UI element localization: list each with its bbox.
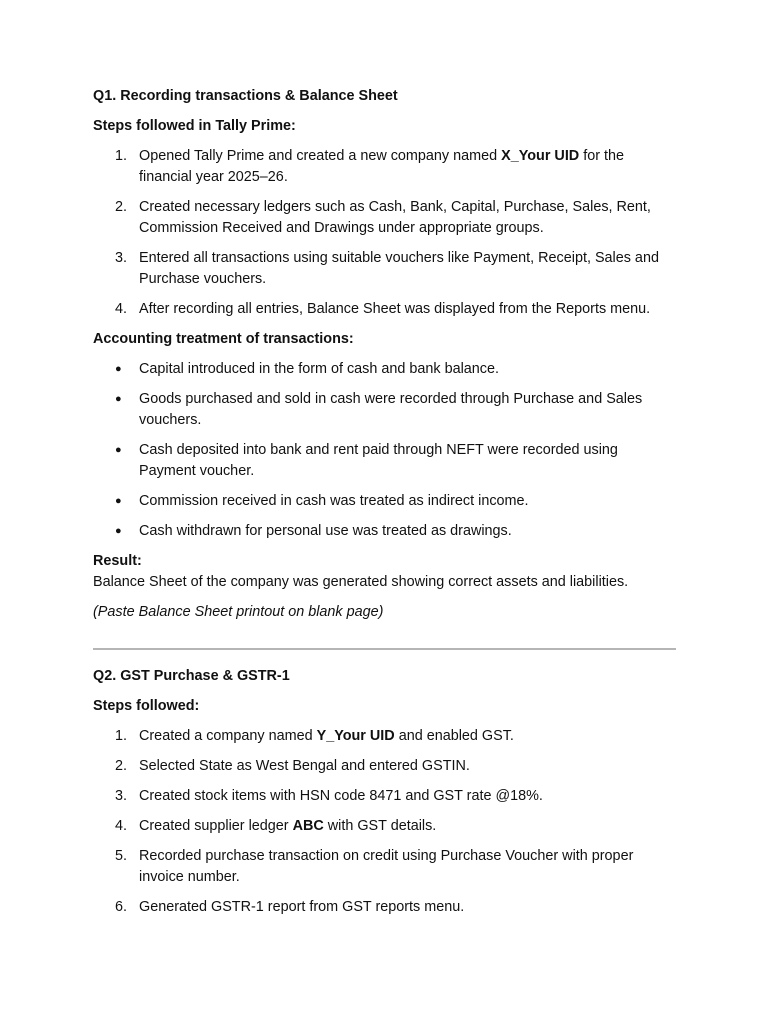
list-item: ● Cash withdrawn for personal use was treated as drawings. [93, 521, 676, 542]
result-label: Result: [93, 553, 142, 569]
bullet-icon: ● [115, 393, 122, 405]
q1-treatment-heading: Accounting treatment of transactions: [93, 331, 354, 347]
list-item: 5. Recorded purchase transaction on credit using Purchase Voucher with proper invoice number. [115, 848, 634, 885]
list-item: ● Capital introduced in the form of cash and bank balance. [93, 359, 676, 380]
list-item: 3. Created stock items with HSN code 8471 and GST rate @18%. [115, 788, 543, 804]
bullet-icon: ● [115, 363, 122, 375]
q2-steps-list [93, 726, 676, 918]
list-item: ● Cash deposited into bank and rent paid through NEFT were recorded using Payment voucher. [115, 442, 618, 479]
q1-title: Q1. Recording transactions & Balance Sheet [93, 88, 398, 104]
result-text: Balance Sheet of the company was generated showing correct assets and liabilities. [93, 574, 629, 590]
list-item: 3. Entered all transactions using suitable vouchers like Payment, Receipt, Sales and Purchase vouchers. [115, 250, 659, 287]
list-item: 2. Selected State as West Bengal and entered GSTIN. [115, 758, 470, 774]
list-item: ● Goods purchased and sold in cash were recorded through Purchase and Sales vouchers. [115, 391, 643, 428]
paste-note: (Paste Balance Sheet printout on blank page) [93, 604, 384, 620]
list-item: 6. Generated GSTR-1 report from GST reports menu. [115, 899, 465, 915]
q1-treatment-list [93, 359, 676, 542]
list-item: ● Commission received in cash was treated as indirect income. [93, 491, 676, 512]
bullet-icon: ● [115, 495, 122, 507]
list-item: 1. Opened Tally Prime and created a new company named X_Your UID for the financial year 2025–26. [115, 148, 625, 185]
q2-title: Q2. GST Purchase & GSTR-1 [93, 668, 290, 684]
q1-steps-heading: Steps followed in Tally Prime: [93, 118, 296, 134]
q2-section [93, 666, 676, 918]
q2-steps-heading: Steps followed: [93, 698, 200, 714]
list-item: 4. After recording all entries, Balance Sheet was displayed from the Reports menu. [115, 301, 651, 317]
section-divider [93, 648, 676, 650]
list-item: 1. Created a company named Y_Your UID and enabled GST. [115, 728, 514, 744]
list-item: 2. Created necessary ledgers such as Cash, Bank, Capital, Purchase, Sales, Rent, Commission Received and Drawings under appropriate groups. [115, 199, 651, 236]
list-item: 4. Created supplier ledger ABC with GST details. [115, 818, 437, 834]
bullet-icon: ● [115, 444, 122, 456]
bullet-icon: ● [115, 525, 122, 537]
q1-steps-list [93, 146, 676, 320]
